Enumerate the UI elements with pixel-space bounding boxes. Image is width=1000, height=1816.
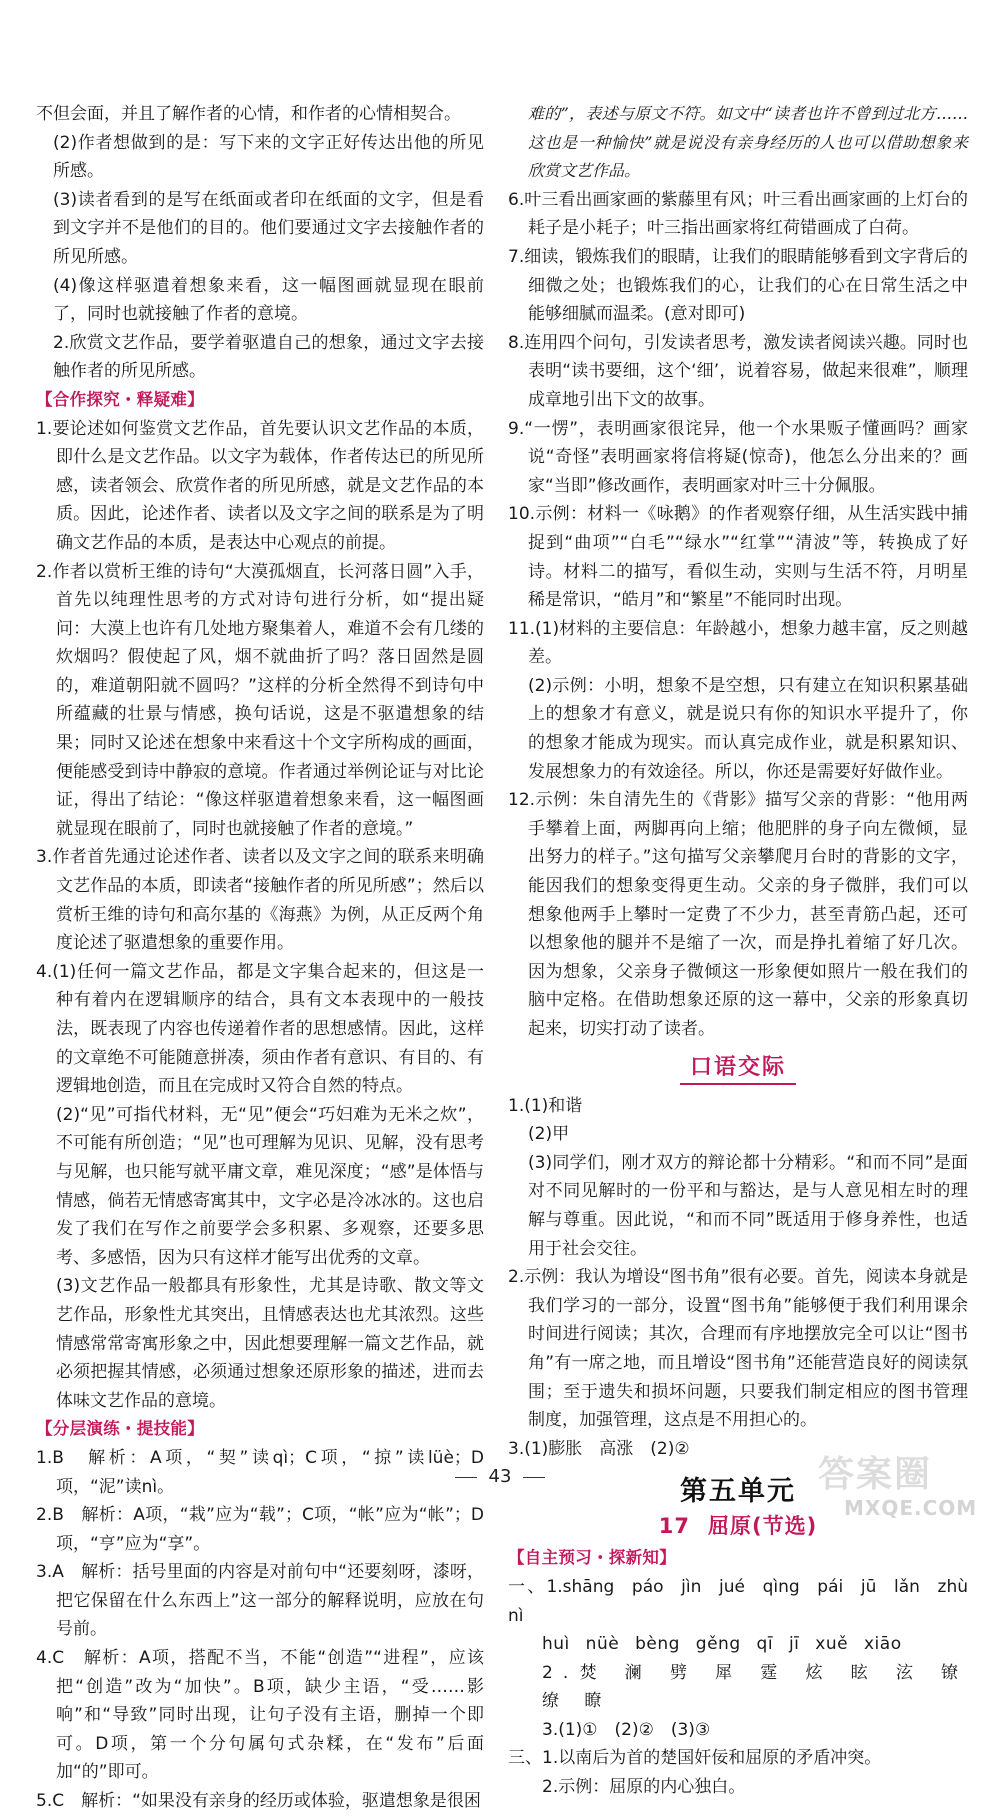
- answer-item: 8.连用四个问句，引发读者思考，激发读者阅读兴趣。同时也表明“读书要细，这个‘细’，说着容易，做起来很难”，顺理成章地引出下文的故事。: [508, 332, 968, 410]
- left-column: [36, 100, 484, 1816]
- answer-line: (4)像这样驱遣着想象来看，这一幅图画就显现在眼前了，同时也就接触了作者的意境。: [53, 275, 484, 325]
- answer-item: (3)同学们，刚才双方的辩论都十分精彩。“和而不同”是面对不同见解时的一份平和与豁达，是与人意见相左时的理解与尊重。因此说，“和而不同”既适用于修身养性，也适用于社会交往。: [528, 1152, 968, 1259]
- characters-line: 2.焚 澜 劈 犀 霆 炫 眩 泫 镣 缭 瞭: [542, 1662, 968, 1712]
- unit-title: 第五单元: [680, 1476, 796, 1508]
- watermark-logo: 答案圈 MXQE.COM: [818, 1454, 978, 1520]
- answer-item: 1.要论述如何鉴赏文艺作品，首先要认识文艺作品的本质，即什么是文艺作品。以文字为载体，作者传达已的所见所感，读者领会、欣赏作者的所见所感，就是文艺作品的本质。因此，论述作者、读者以及文字之间的联系是为了明确文艺作品的本质，是表达中心观点的前提。: [36, 418, 484, 553]
- footer-dash: [455, 1477, 477, 1478]
- page-number: 43: [488, 1466, 512, 1487]
- answer-item: 6.叶三看出画家画的紫藤里有风；叶三看出画家画的上灯台的耗子是小耗子；叶三指出画家将红荷错画成了白荷。: [508, 189, 968, 239]
- footer-dash: [523, 1477, 545, 1478]
- answer-item: 7.细读，锻炼我们的眼睛，让我们的眼睛能够看到文字背后的细微之处；也锻炼我们的心，让我们的心在日常生活之中能够细腻而温柔。(意对即可): [508, 246, 968, 325]
- answer-item: 1.(1)和谐: [508, 1095, 583, 1116]
- oral-communication-title: 口语交际: [508, 1050, 968, 1086]
- answer-item: (3)文艺作品一般都具有形象性，尤其是诗歌、散文等文艺作品，形象性尤其突出，且情感表达也尤其浓烈。这些情感常常寄寓形象之中，因此想要理解一篇文艺作品，就必须把握其情感，必须通过想象还原形象的描述，进而去体味文艺作品的意境。: [56, 1276, 484, 1411]
- answer-line: (3)读者看到的是写在纸面或者印在纸面的文字，但是看到文字并不是他们的目的。他们要通过文字去接触作者的所见所感。: [53, 189, 484, 267]
- answer-item: 3.A 解析：括号里面的内容是对前句中“还要刻呀，漆呀，把它保留在什么东西上”这一部分的解释说明，应放在句号前。: [36, 1562, 484, 1640]
- answer-line: 难的”，表述与原文不符。如文中“读者也许不曾到过北方……这也是一种愉快”就是说没有亲身经历的人也可以借助想象来欣赏文艺作品。: [528, 104, 968, 181]
- answer-item: 4.C 解析：A项，搭配不当，不能“创造”“进程”，应该把“创造”改为“加快”。B项，缺少主语，“受……影响”和“导致”同时出现，让句子没有主语，删掉一个即可。D项，第一个分句属句式杂糅，在“发布”后面加“的”即可。: [36, 1648, 484, 1783]
- answer-item: (2)“见”可指代材料，无“见”便会“巧妇难为无米之炊”，不可能有所创造；“见”也可理解为见识、见解，没有思考与见解，也只能写就平庸文章，难见深度；“感”是体悟与情感，倘若无情感寄寓其中，文字必是冷冰冰的。这也启发了我们在写作之前要学会多积累、多观察，还要多思考、多感悟，因为只有这样才能写出优秀的文章。: [56, 1104, 484, 1268]
- lesson-name: 屈原(节选): [708, 1514, 818, 1539]
- section-heading-coop: 【合作探究・释疑难】: [36, 389, 204, 409]
- answer-item: (2)示例：小明，想象不是空想，只有建立在知识积累基础上的想象才有意义，就是说只有你的知识水平提升了，你的想象才能成为现实。而认真完成作业，就是积累知识、发展想象力的有效途径。所以，你还是需要好好做作业。: [528, 675, 968, 782]
- answer-item: 4.(1)任何一篇文艺作品，都是文字集合起来的，但这是一种有着内在逻辑顺序的结合，具有文本表现中的一般技法，既表现了内容也传递着作者的思想感情。因此，这样的文章绝不可能随意拼凑，须由作者有意识、有目的、有逻辑地创造，而且在完成时又符合自然的特点。: [36, 961, 484, 1097]
- answer-item: 11.(1)材料的主要信息：年龄越小，想象力越丰富，反之则越差。: [508, 618, 968, 668]
- pinyin-line: 一、1.shāng páo jìn jué qìng pái jū lǎn zhù nì: [508, 1576, 968, 1626]
- lesson-number: 17: [658, 1514, 691, 1539]
- answer-item: 2.示例：我认为增设“图书角”很有必要。首先，阅读本身就是我们学习的一部分，设置“图书角”能够便于我们利用课余时间进行阅读；其次，合理而有序地摆放完全可以让“图书角”有一席之地，而且增设“图书角”还能营造良好的阅读氛围；至于遗失和损坏问题，只要我们制定相应的图书管理制度，加强管理，这点是不用担心的。: [508, 1267, 968, 1431]
- answer-item: 9.“一愣”，表明画家很诧异，他一个水果贩子懂画吗？画家说“奇怪”表明画家将信将疑(惊奇)，他怎么分出来的？画家“当即”修改画作，表明画家对叶三十分佩服。: [508, 418, 968, 496]
- answer-line: 不但会面，并且了解作者的心情，和作者的心情相契合。: [36, 104, 461, 124]
- answer-line: 三、1.以南后为首的楚国奸佞和屈原的矛盾冲突。: [508, 1748, 882, 1769]
- answer-item: 1.B 解析：A项，“契”读qì；C项，“掠”读lüè；D项，“泥”读nì。: [36, 1447, 484, 1497]
- section-heading-drill: 【分层演练・提技能】: [36, 1419, 204, 1439]
- answer-line: (2)作者想做到的是：写下来的文字正好传达出他的所见所感。: [53, 132, 484, 182]
- answer-item: 2.作者以赏析王维的诗句“大漠孤烟直，长河落日圆”入手，首先以纯理性思考的方式对诗句进行分析，如“提出疑问：大漠上也许有几处地方聚集着人，难道不会有几缕的炊烟吗？假使起了风，烟不就曲折了吗？落日固然是圆的，难道朝阳就不圆吗？”这样的分析全然得不到诗句中所蕴藏的壮景与情感，换句话说，这是不驱遣想象的结果；同时又论述在想象中来看这十个文字所构成的画面，便能感受到诗中静寂的意境。作者通过举例论证与对比论证，得出了结论：“像这样驱遣着想象来看，这一幅图画就显现在眼前了，同时也就接触了作者的意境。”: [36, 561, 484, 839]
- answer-line: 2.示例：屈原的内心独白。: [542, 1777, 746, 1798]
- answer-item: 3.作者首先通过论述作者、读者以及文字之间的联系来明确文艺作品的本质，即读者“接触作者的所见所感”；然后以赏析王维的诗句和高尔基的《海燕》为例，从正反两个角度论述了驱遣想象的重要作用。: [36, 847, 484, 954]
- pinyin-line: huì nüè bèng gěng qī jī xuě xiāo: [542, 1634, 902, 1655]
- answer-line: 2.欣赏文艺作品，要学着驱遣自己的想象，通过文字去接触作者的所见所感。: [53, 332, 484, 382]
- answer-line: 3.(1)① (2)② (3)③: [542, 1719, 711, 1740]
- answer-item: 12.示例：朱自清先生的《背影》描写父亲的背影：“他用两手攀着上面，两脚再向上缩；他肥胖的身子向左微倾，显出努力的样子。”这句描写父亲攀爬月台时的背影的文字，能因我们的想象变得更生动。父亲的身子微胖，我们可以想象他两手上攀时一定费了不少力，甚至青筋凸起，还可以想象他的腿并不是缩了一次，而是挣扎着缩了好几次。因为想象，父亲身子微倾这一形象便如照片一般在我们的脑中定格。在借助想象还原的这一幕中，父亲的形象真切起来，切实打动了读者。: [508, 790, 968, 1039]
- answer-item: (2)甲: [528, 1124, 570, 1145]
- answer-item: 2.B 解析：A项，“栽”应为“载”；C项，“帐”应为“帐”；D项，“亨”应为“享”。: [36, 1505, 484, 1554]
- right-column: [508, 100, 968, 1802]
- answer-item: 3.(1)膨胀 高涨 (2)②: [508, 1438, 690, 1459]
- answer-item: 10.示例：材料一《咏鹅》的作者观察仔细，从生活实践中捕捉到“曲项”“白毛”“绿水”“红掌”“清波”等，转换成了好诗。材料二的描写，看似生动，实则与生活不符，月明星稀是常识，“皓月”和“繁星”不能同时出现。: [508, 504, 968, 611]
- section-heading-preview: 【自主预习・探新知】: [508, 1548, 676, 1568]
- answer-item: 5.C 解析：“如果没有亲身的经历或体验，驱遣想象是很困: [36, 1791, 481, 1812]
